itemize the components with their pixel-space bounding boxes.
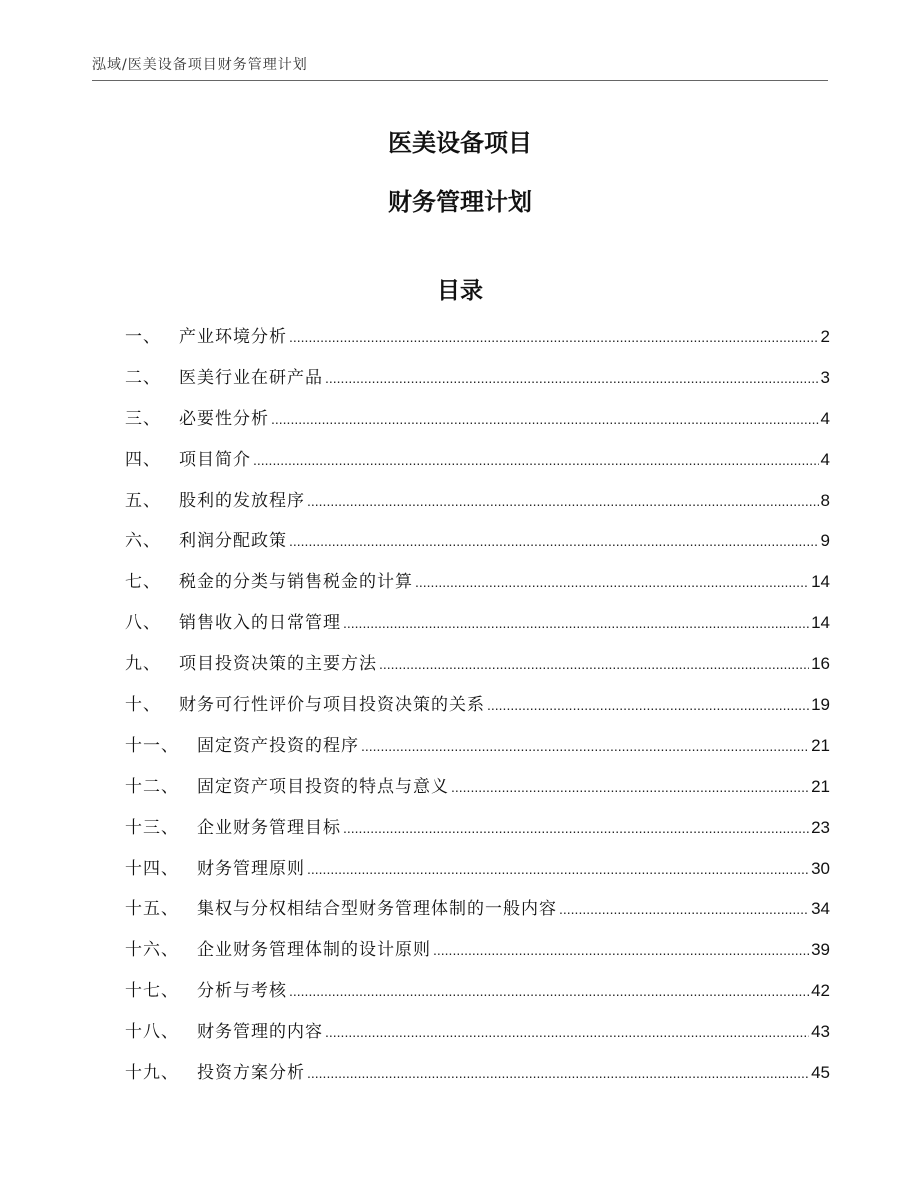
toc-entry-label: 固定资产投资的程序 xyxy=(197,735,359,756)
toc-dot-leader xyxy=(433,935,809,965)
toc-entry[interactable] xyxy=(125,486,830,527)
toc-entry[interactable] xyxy=(125,404,830,445)
toc-dot-leader xyxy=(307,1058,809,1088)
toc-dot-leader xyxy=(415,567,809,597)
toc-dot-leader xyxy=(289,322,819,352)
toc-entry-number: 一、 xyxy=(125,327,161,347)
toc-dot-leader xyxy=(343,608,809,638)
toc-entry-number: 八、 xyxy=(125,613,161,634)
toc-entry-page: 21 xyxy=(811,776,830,796)
toc-entry-label: 财务管理原则 xyxy=(197,858,305,879)
toc-entry-label: 企业财务管理体制的设计原则 xyxy=(197,940,431,961)
toc-entry-page: 8 xyxy=(820,490,830,510)
toc-heading: 目录 xyxy=(437,278,483,304)
toc-entry-label: 固定资产项目投资的特点与意义 xyxy=(197,776,449,797)
toc-entry-label: 股利的发放程序 xyxy=(179,490,305,511)
table-of-contents xyxy=(125,322,830,1099)
toc-dot-leader xyxy=(271,404,819,434)
toc-entry-page: 30 xyxy=(811,858,830,878)
toc-dot-leader xyxy=(379,649,809,679)
toc-entry[interactable] xyxy=(125,363,830,404)
toc-entry-page: 16 xyxy=(811,654,830,674)
toc-entry[interactable] xyxy=(125,322,830,363)
toc-entry-number: 十、 xyxy=(125,695,161,716)
toc-entry[interactable] xyxy=(125,567,830,608)
toc-dot-leader xyxy=(559,894,809,924)
toc-entry-label: 销售收入的日常管理 xyxy=(179,613,341,634)
toc-dot-leader xyxy=(325,1017,809,1047)
toc-entry-number: 九、 xyxy=(125,654,161,675)
header-divider xyxy=(92,80,828,81)
toc-entry-number: 十五、 xyxy=(125,899,179,920)
toc-entry-label: 集权与分权相结合型财务管理体制的一般内容 xyxy=(197,899,557,920)
toc-entry-number: 十七、 xyxy=(125,981,179,1002)
running-header: 泓域/医美设备项目财务管理计划 xyxy=(92,57,308,73)
toc-dot-leader xyxy=(361,731,809,761)
document-title-line-1: 医美设备项目 xyxy=(388,129,532,157)
toc-entry-label: 分析与考核 xyxy=(197,981,287,1002)
toc-entry-number: 十三、 xyxy=(125,817,179,838)
toc-entry[interactable] xyxy=(125,813,830,854)
toc-entry-number: 十二、 xyxy=(125,776,179,797)
toc-entry-label: 医美行业在研产品 xyxy=(179,367,323,388)
toc-entry-number: 十九、 xyxy=(125,1063,179,1084)
toc-dot-leader xyxy=(307,486,819,516)
toc-entry-label: 税金的分类与销售税金的计算 xyxy=(179,572,413,593)
toc-entry-number: 十八、 xyxy=(125,1022,179,1043)
toc-entry[interactable] xyxy=(125,649,830,690)
toc-dot-leader xyxy=(325,363,819,393)
toc-entry[interactable] xyxy=(125,1017,830,1058)
toc-entry-number: 六、 xyxy=(125,531,161,552)
toc-entry-page: 4 xyxy=(820,449,830,469)
toc-entry-label: 财务管理的内容 xyxy=(197,1022,323,1043)
toc-entry[interactable] xyxy=(125,526,830,567)
document-title-line-2: 财务管理计划 xyxy=(388,188,532,216)
toc-entry-page: 2 xyxy=(820,327,830,346)
toc-entry-label: 财务可行性评价与项目投资决策的关系 xyxy=(179,695,485,716)
toc-dot-leader xyxy=(451,772,809,802)
toc-entry[interactable] xyxy=(125,976,830,1017)
toc-entry-page: 21 xyxy=(811,735,830,755)
toc-entry[interactable] xyxy=(125,894,830,935)
toc-entry-label: 企业财务管理目标 xyxy=(197,817,341,838)
toc-entry-label: 利润分配政策 xyxy=(179,531,287,552)
toc-entry-page: 14 xyxy=(811,572,830,592)
toc-entry-page: 23 xyxy=(811,817,830,837)
toc-entry-label: 必要性分析 xyxy=(179,408,269,429)
toc-entry-label: 项目简介 xyxy=(179,449,251,470)
toc-entry-label: 产业环境分析 xyxy=(179,327,287,347)
toc-dot-leader xyxy=(343,813,809,843)
toc-entry[interactable] xyxy=(125,731,830,772)
toc-entry-page: 4 xyxy=(820,408,830,428)
toc-entry-number: 十一、 xyxy=(125,735,179,756)
toc-entry-number: 五、 xyxy=(125,490,161,511)
toc-entry-number: 三、 xyxy=(125,408,161,429)
toc-dot-leader xyxy=(253,445,819,475)
toc-entry-page: 39 xyxy=(811,940,830,960)
toc-entry-page: 34 xyxy=(811,899,830,919)
toc-entry-page: 45 xyxy=(811,1063,830,1083)
toc-entry[interactable] xyxy=(125,608,830,649)
toc-entry-label: 项目投资决策的主要方法 xyxy=(179,654,377,675)
toc-entry[interactable] xyxy=(125,854,830,895)
toc-entry[interactable] xyxy=(125,935,830,976)
toc-entry-label: 投资方案分析 xyxy=(197,1063,305,1084)
toc-dot-leader xyxy=(487,690,809,720)
toc-entry-page: 42 xyxy=(811,981,830,1001)
toc-entry-page: 9 xyxy=(820,531,830,551)
toc-entry-number: 十四、 xyxy=(125,858,179,879)
toc-entry-number: 四、 xyxy=(125,449,161,470)
toc-entry[interactable] xyxy=(125,1058,830,1099)
toc-dot-leader xyxy=(289,976,809,1006)
toc-entry-page: 43 xyxy=(811,1022,830,1042)
toc-entry-page: 19 xyxy=(811,695,830,715)
toc-entry-page: 3 xyxy=(820,367,830,387)
toc-entry-number: 十六、 xyxy=(125,940,179,961)
toc-dot-leader xyxy=(307,854,809,884)
toc-entry-number: 七、 xyxy=(125,572,161,593)
toc-dot-leader xyxy=(289,526,819,556)
toc-entry[interactable] xyxy=(125,445,830,486)
toc-entry[interactable] xyxy=(125,690,830,731)
toc-entry[interactable] xyxy=(125,772,830,813)
toc-entry-page: 14 xyxy=(811,613,830,633)
toc-entry-number: 二、 xyxy=(125,367,161,388)
